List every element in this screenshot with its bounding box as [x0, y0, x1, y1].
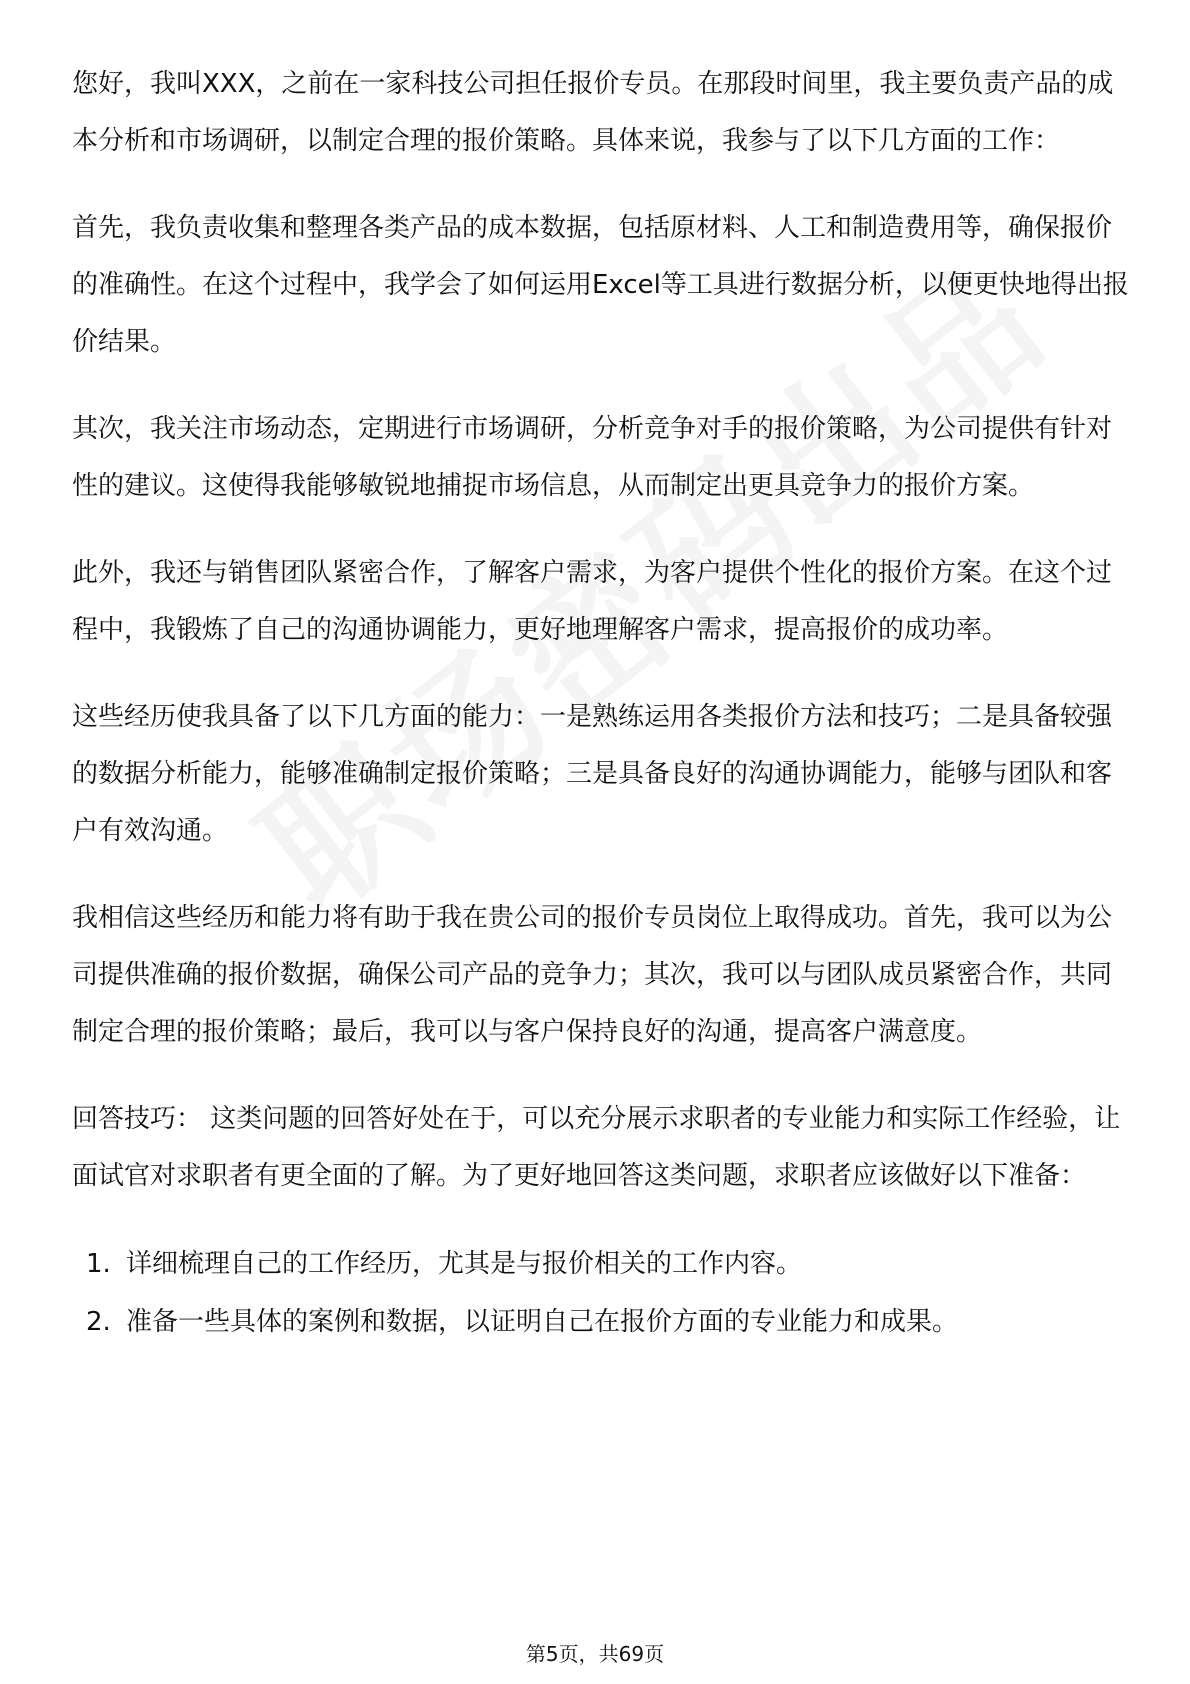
paragraph-second: 其次，我关注市场动态，定期进行市场调研，分析竞争对手的报价策略，为公司提供有针对性的建议。这使得我能够敏锐地捕捉市场信息，从而制定出更具竞争力的报价方案。	[72, 414, 1113, 501]
preparation-list	[72, 1235, 1132, 1351]
page-footer: 第5页，共69页	[525, 1642, 665, 1666]
document-body	[72, 56, 1132, 1351]
paragraph-abilities: 这些经历使我具备了以下几方面的能力：一是熟练运用各类报价方法和技巧；二是具备较强的数据分析能力，能够准确制定报价策略；三是具备良好的沟通协调能力，能够与团队和客户有效沟通。	[72, 702, 1113, 846]
paragraph-answer-tip: 回答技巧： 这类问题的回答好处在于，可以充分展示求职者的专业能力和实际工作经验，让面试官对求职者有更全面的了解。为了更好地回答这类问题，求职者应该做好以下准备：	[72, 1104, 1121, 1191]
list-item-text: 详细梳理自己的工作经历，尤其是与报价相关的工作内容。	[126, 1249, 803, 1279]
paragraph-third: 此外，我还与销售团队紧密合作，了解客户需求，为客户提供个性化的报价方案。在这个过程中，我锻炼了自己的沟通协调能力，更好地理解客户需求，提高报价的成功率。	[72, 558, 1113, 645]
paragraph-intro: 您好，我叫XXX，之前在一家科技公司担任报价专员。在那段时间里，我主要负责产品的成本分析和市场调研，以制定合理的报价策略。具体来说，我参与了以下几方面的工作：	[72, 69, 1114, 156]
list-item-text: 准备一些具体的案例和数据，以证明自己在报价方面的专业能力和成果。	[126, 1307, 959, 1337]
list-item	[72, 1293, 1132, 1351]
paragraph-first: 首先，我负责收集和整理各类产品的成本数据，包括原材料、人工和制造费用等，确保报价的准确性。在这个过程中，我学会了如何运用Excel等工具进行数据分析，以便更快地得出报价结果。	[72, 213, 1129, 357]
list-item-number: 1.	[86, 1249, 111, 1279]
list-item	[72, 1235, 1132, 1293]
paragraph-conclusion: 我相信这些经历和能力将有助于我在贵公司的报价专员岗位上取得成功。首先，我可以为公司提供准确的报价数据，确保公司产品的竞争力；其次，我可以与团队成员紧密合作，共同制定合理的报价策略；最后，我可以与客户保持良好的沟通，提高客户满意度。	[72, 903, 1113, 1047]
list-item-number: 2.	[86, 1307, 111, 1337]
